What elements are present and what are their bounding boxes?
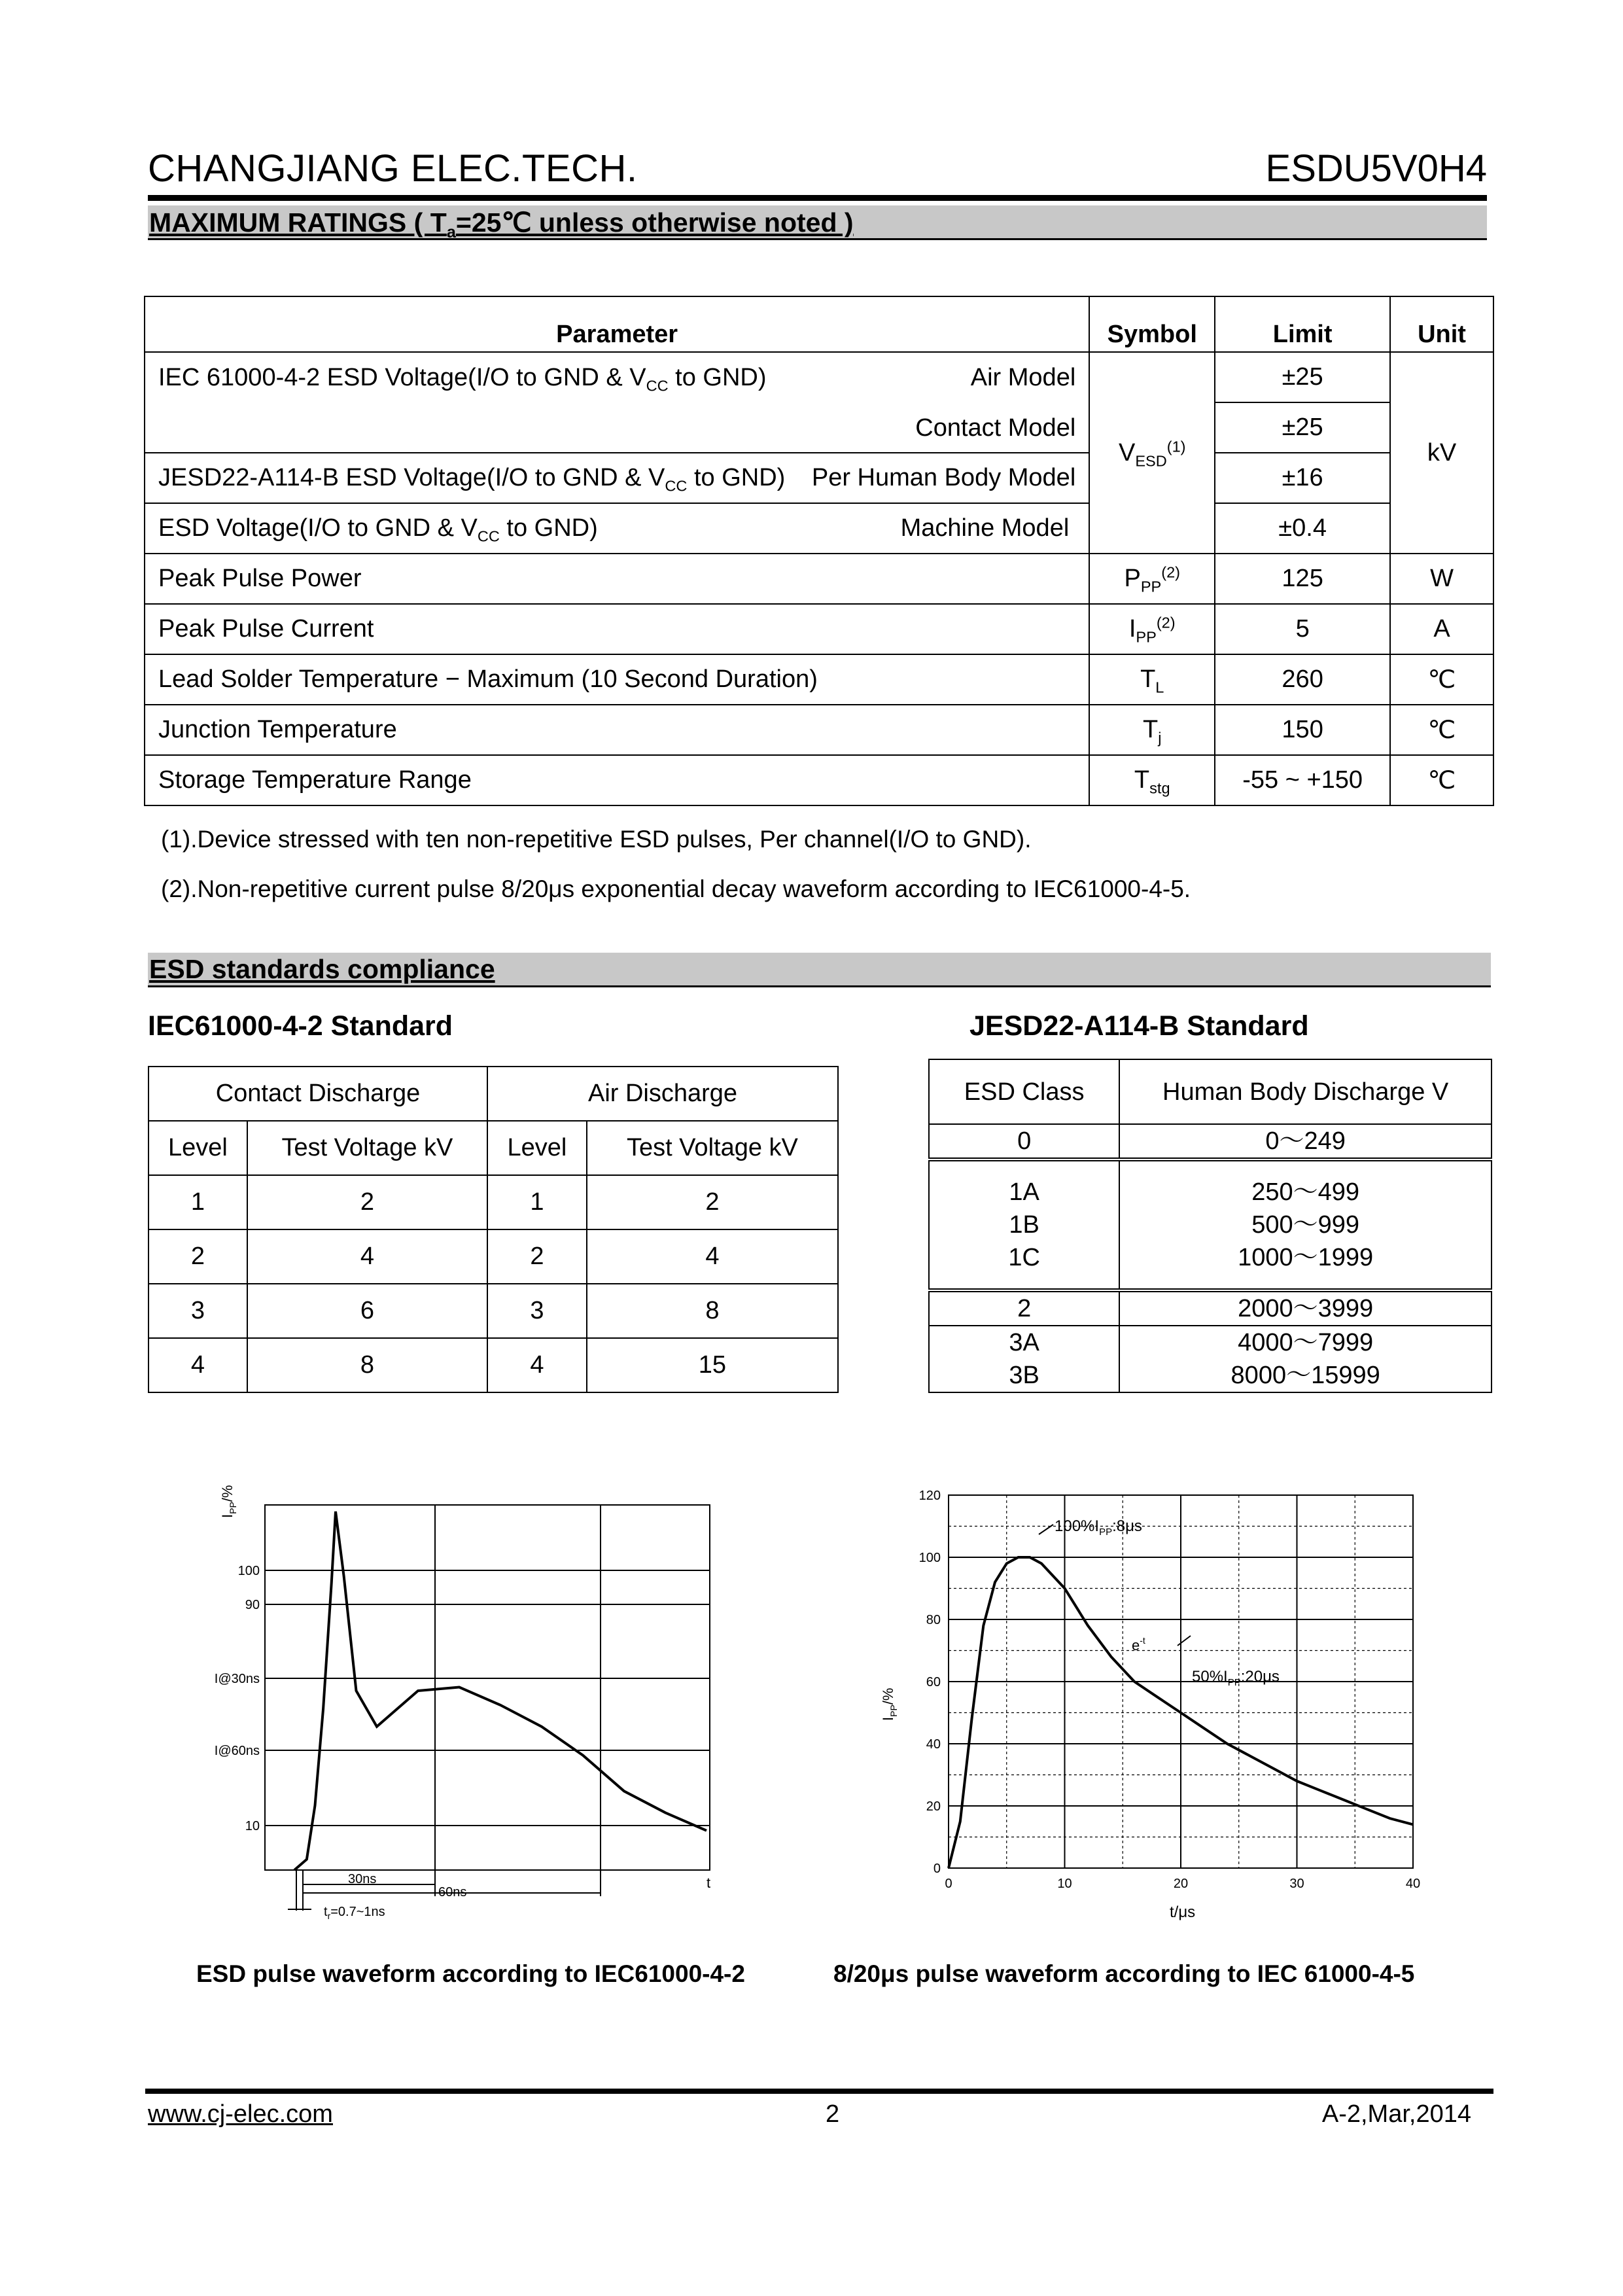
iec-esd-waveform-chart: [196, 1459, 785, 1930]
table-cell: 2: [929, 1290, 1119, 1326]
col-unit: Unit: [1390, 296, 1493, 352]
esd-contact-model: [145, 402, 1089, 453]
iec-table: [148, 1066, 839, 1393]
esd-compliance-title: ESD standards compliance: [149, 954, 495, 984]
y-tick-label: 100: [237, 1564, 260, 1578]
esd-param-jesd: JESD22-A114-B ESD Voltage(I/O to GND & $V_{CC}$ to GND) Per Human Body Model: [145, 453, 1089, 503]
contact-model-label: Contact Model: [915, 414, 1076, 442]
table-row: [145, 402, 1493, 453]
table-row: [145, 755, 1493, 805]
row-unit: ℃: [1390, 755, 1493, 805]
table-row: [148, 1175, 838, 1229]
human-body-model-label: Per Human Body Model: [811, 464, 1076, 491]
limit-mm: ±0.4: [1215, 503, 1390, 554]
table-row: [929, 1124, 1492, 1159]
x-tick-labels: [945, 1877, 1420, 1891]
table-cell: 8: [247, 1338, 487, 1392]
table-cell: 4: [587, 1229, 838, 1284]
note-2: (2).Non-repetitive current pulse 8/20μs exponential decay waveform according to IEC61000-4-5.: [161, 875, 1191, 902]
row-limit: 150: [1215, 705, 1390, 755]
annotation-100pct: $100\%I_{PP}:8\mu s$: [1055, 1517, 1142, 1538]
table-cell: 3A 3B: [929, 1326, 1119, 1392]
row-symbol: $I_{PP}^{(2)}$: [1089, 604, 1215, 654]
part-number: ESDU5V0H4: [1265, 147, 1487, 190]
table-cell: 0～249: [1119, 1124, 1492, 1159]
esd-compliance-bar: [148, 953, 1491, 987]
esd-unit: kV: [1390, 352, 1493, 554]
esd-param-mm: ESD Voltage(I/O to GND & $V_{CC}$ to GND) Machine Model: [145, 503, 1089, 554]
iec-standard-title: IEC61000-4-2 Standard: [148, 1010, 453, 1042]
row-unit: A: [1390, 604, 1493, 654]
chart1-caption: ESD pulse waveform according to IEC61000-4-2: [196, 1960, 745, 1987]
annotation-50pct: $50\%I_{PP}:20\mu s$: [1192, 1668, 1280, 1688]
jesd-table: [928, 1059, 1492, 1393]
annotation-rise-time: $t_r=0.7\sim 1ns$: [324, 1905, 385, 1921]
contact-discharge-header: Contact Discharge: [148, 1067, 487, 1121]
machine-model-label: Machine Model: [900, 514, 1070, 542]
y-tick-label: 100: [918, 1551, 941, 1565]
table-row: [145, 453, 1493, 503]
y-axis-label: $I_{PP}/\%$: [880, 1687, 899, 1721]
chart-grid: [949, 1495, 1413, 1868]
max-ratings-bar: [148, 205, 1487, 240]
y-axis-label: $I_{PP}/\%$: [219, 1485, 238, 1518]
y-tick-label: 0: [933, 1862, 941, 1876]
table-cell: 4000～7999 8000～15999: [1119, 1326, 1492, 1392]
row-unit: ℃: [1390, 654, 1493, 705]
jesd-standard-title: JESD22-A114-B Standard: [969, 1010, 1309, 1042]
y-tick-label: I@30ns: [214, 1672, 260, 1686]
table-row: [148, 1121, 838, 1175]
row-symbol: $T_j$: [1089, 705, 1215, 755]
table-row: [145, 604, 1493, 654]
test-voltage-header: Test Voltage kV: [587, 1121, 838, 1175]
col-symbol: Symbol: [1089, 296, 1215, 352]
y-tick-label: I@60ns: [214, 1744, 260, 1758]
limit-contact: ±25: [1215, 402, 1390, 453]
x-tick-label: 0: [945, 1877, 952, 1891]
y-tick-label: 90: [245, 1598, 260, 1612]
row-param: Storage Temperature Range: [145, 755, 1089, 805]
col-limit: Limit: [1215, 296, 1390, 352]
air-model-label: Air Model: [970, 363, 1076, 391]
x-axis-label: t: [707, 1875, 711, 1891]
iec-8-20us-waveform-chart: [857, 1459, 1446, 1930]
row-param: Peak Pulse Current: [145, 604, 1089, 654]
table-cell: 4: [247, 1229, 487, 1284]
row-symbol: $T_{stg}$: [1089, 755, 1215, 805]
esd-pulse-curve: [294, 1511, 707, 1870]
level-header: Level: [487, 1121, 587, 1175]
row-unit: ℃: [1390, 705, 1493, 755]
table-cell: 2000～3999: [1119, 1290, 1492, 1326]
x-axis-label: t/μs: [1170, 1903, 1196, 1921]
footer-rule: [145, 2089, 1493, 2094]
row-limit: 125: [1215, 554, 1390, 604]
table-row: [929, 1326, 1492, 1392]
table-cell: 4: [487, 1338, 587, 1392]
table-header-row: [145, 296, 1493, 352]
col-parameter: Parameter: [145, 296, 1089, 352]
limit-hbm: ±16: [1215, 453, 1390, 503]
table-row: [148, 1284, 838, 1338]
annotation-60ns: 60ns: [438, 1885, 467, 1899]
table-row: [929, 1290, 1492, 1326]
level-header: Level: [148, 1121, 247, 1175]
table-row: [148, 1338, 838, 1392]
max-ratings-title: MAXIMUM RATINGS ( $T_a=25℃$ unless otherwise noted ): [149, 207, 854, 242]
table-cell: 2: [148, 1229, 247, 1284]
table-cell: 250～499 500～999 1000～1999: [1119, 1159, 1492, 1290]
table-row: [148, 1229, 838, 1284]
table-row: [145, 654, 1493, 705]
table-cell: 8: [587, 1284, 838, 1338]
table-row: [145, 554, 1493, 604]
table-row: [929, 1059, 1492, 1124]
hbm-voltage-header: Human Body Discharge V: [1119, 1059, 1492, 1124]
page-number: 2: [826, 2100, 840, 2128]
row-limit: 260: [1215, 654, 1390, 705]
y-tick-label: 10: [245, 1819, 260, 1833]
table-cell: 2: [587, 1175, 838, 1229]
row-param: Peak Pulse Power: [145, 554, 1089, 604]
table-cell: 2: [487, 1229, 587, 1284]
y-tick-label: 120: [918, 1489, 941, 1503]
table-cell: 6: [247, 1284, 487, 1338]
table-row: [145, 503, 1493, 554]
row-symbol: $P_{PP}^{(2)}$: [1089, 554, 1215, 604]
y-tick-label: 20: [926, 1799, 941, 1814]
table-cell: 1: [148, 1175, 247, 1229]
esd-class-header: ESD Class: [929, 1059, 1119, 1124]
esd-symbol: $V_{ESD}^{(1)}$: [1089, 352, 1215, 554]
row-limit: 5: [1215, 604, 1390, 654]
table-cell: 15: [587, 1338, 838, 1392]
max-ratings-table: [144, 296, 1494, 806]
table-row: [929, 1159, 1492, 1290]
header-rule: [148, 195, 1487, 201]
esd-param-iec: IEC 61000-4-2 ESD Voltage(I/O to GND & $V_{CC}$ to GND) Air Model: [145, 352, 1089, 402]
y-tick-labels: [215, 1564, 260, 1833]
table-cell: 1: [487, 1175, 587, 1229]
table-cell: 2: [247, 1175, 487, 1229]
company-name: CHANGJIANG ELEC.TECH.: [148, 147, 638, 190]
x-tick-label: 40: [1405, 1877, 1421, 1891]
row-param: Junction Temperature: [145, 705, 1089, 755]
annotation-exp-decay: $e^{-t}$: [1132, 1635, 1145, 1653]
table-cell: 0: [929, 1124, 1119, 1159]
x-tick-label: 10: [1057, 1877, 1072, 1891]
y-tick-label: 60: [926, 1675, 941, 1689]
x-tick-label: 30: [1289, 1877, 1304, 1891]
row-unit: W: [1390, 554, 1493, 604]
footer-url[interactable]: www.cj-elec.com: [148, 2100, 333, 2128]
y-tick-labels: [919, 1489, 941, 1876]
x-tick-label: 20: [1173, 1877, 1189, 1891]
table-cell: 3: [148, 1284, 247, 1338]
revision-date: A-2,Mar,2014: [1321, 2100, 1471, 2128]
row-param: Lead Solder Temperature − Maximum (10 Second Duration): [145, 654, 1089, 705]
table-row: [148, 1067, 838, 1121]
y-tick-label: 40: [926, 1737, 941, 1752]
table-cell: 1A 1B 1C: [929, 1159, 1119, 1290]
y-tick-label: 80: [926, 1613, 941, 1627]
row-symbol: $T_L$: [1089, 654, 1215, 705]
test-voltage-header: Test Voltage kV: [247, 1121, 487, 1175]
annotation-30ns: 30ns: [348, 1872, 377, 1886]
table-cell: 3: [487, 1284, 587, 1338]
chart2-caption: 8/20μs pulse waveform according to IEC 61000-4-5: [833, 1960, 1415, 1987]
row-limit: -55 ~ +150: [1215, 755, 1390, 805]
air-discharge-header: Air Discharge: [487, 1067, 838, 1121]
limit-air: ±25: [1215, 352, 1390, 402]
table-row: [145, 352, 1493, 402]
table-cell: 4: [148, 1338, 247, 1392]
table-row: [145, 705, 1493, 755]
note-1: (1).Device stressed with ten non-repetitive ESD pulses, Per channel(I/O to GND).: [161, 826, 1032, 853]
